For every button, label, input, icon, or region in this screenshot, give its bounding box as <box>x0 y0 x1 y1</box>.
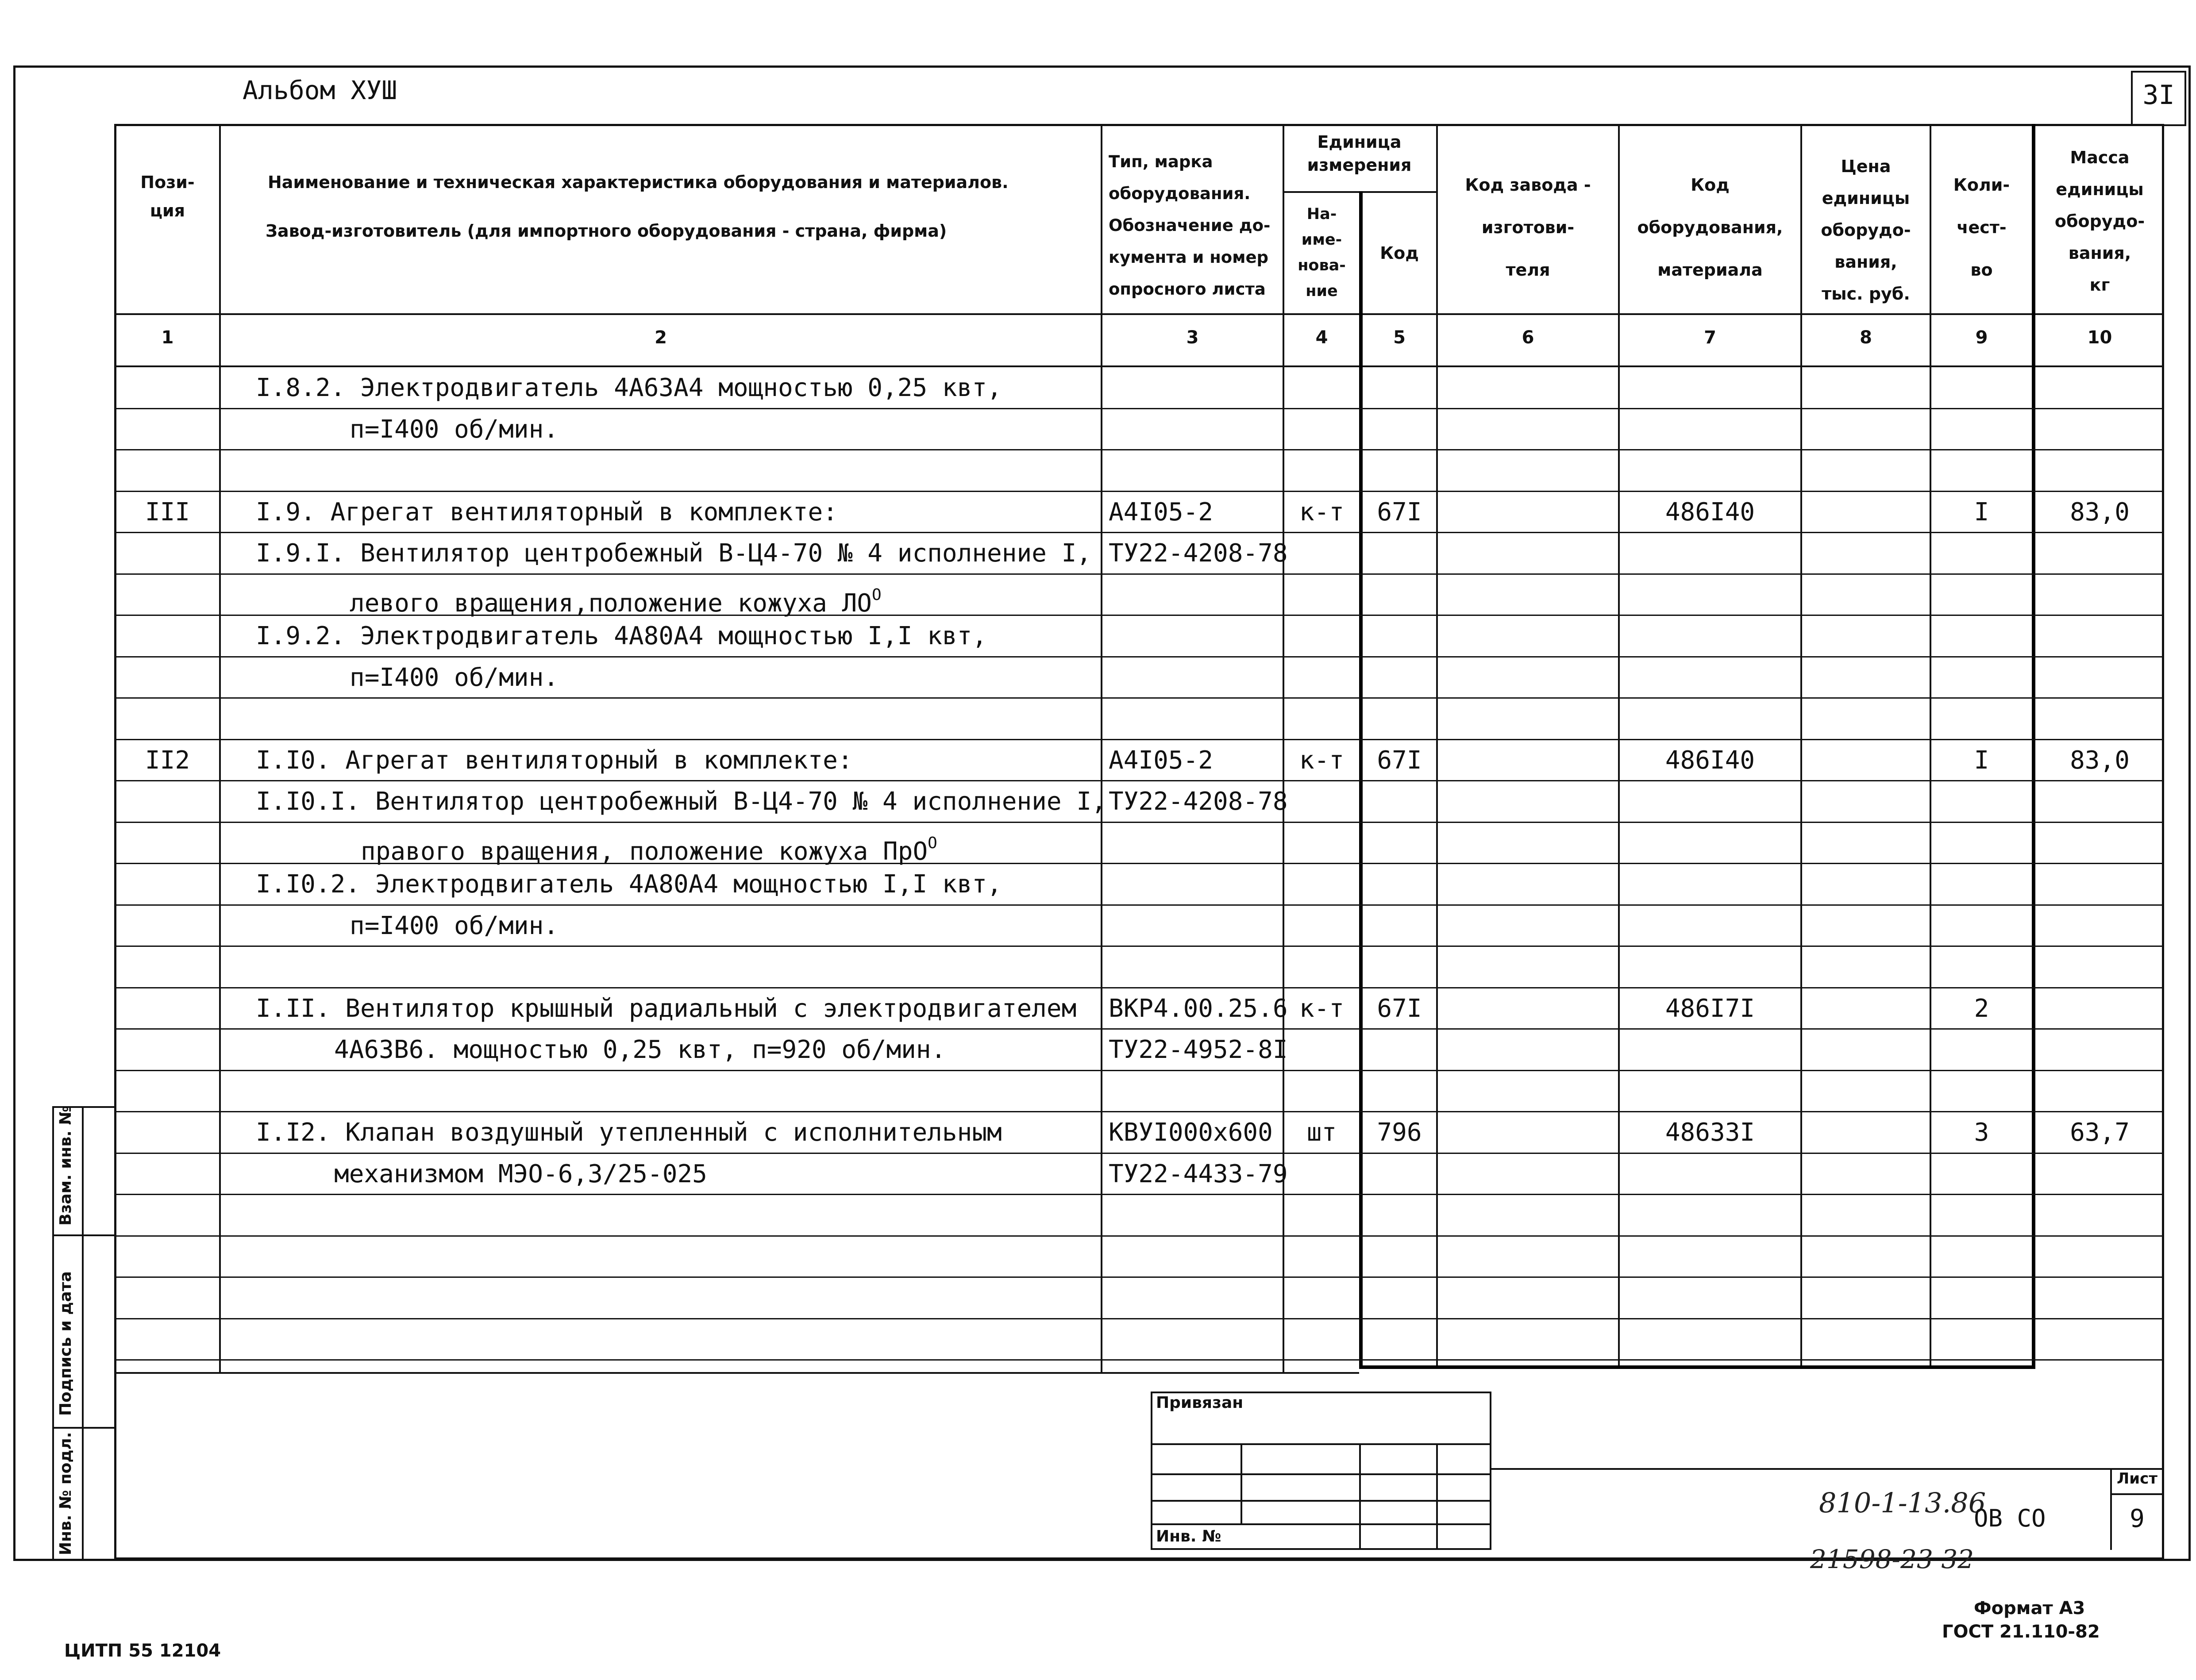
row-name: п=I400 об/мин. <box>350 415 559 444</box>
privyazan-vline-1 <box>1241 1443 1242 1523</box>
doc-block-top <box>1491 1468 2164 1470</box>
row-pos: II2 <box>145 746 190 775</box>
row-separator <box>114 1235 2164 1237</box>
row-name: I.I2. Клапан воздушный утепленный с исполнительным <box>256 1118 1002 1147</box>
privyazan-vline-2 <box>1359 1443 1361 1550</box>
header-pos <box>116 168 219 225</box>
row-name: п=I400 об/мин. <box>350 911 559 940</box>
row-name: п=I400 об/мин. <box>350 663 559 692</box>
row-name: I.I0.2. Электродвигатель 4А80А4 мощностью I,I квт, <box>256 870 1002 899</box>
row-equip-code: 486I40 <box>1665 498 1755 527</box>
row-unit: к-т <box>1299 498 1345 527</box>
degree-superscript: О <box>872 586 882 604</box>
page-corner-number: 3I <box>2142 80 2175 111</box>
sheet-number: 9 <box>2130 1504 2145 1533</box>
row-name: механизмом МЭО-6,3/25-025 <box>334 1160 707 1188</box>
privyazan-vline-3 <box>1436 1443 1438 1550</box>
row-name: левого вращения,положение кожуха $ЛО^О$ <box>350 586 882 618</box>
header-factory-code: Код завода - изготови- теля <box>1465 175 1591 280</box>
row-equip-code: 486I7I <box>1665 994 1755 1023</box>
col-divider-7 <box>1800 124 1802 1368</box>
colnum-5: 5 <box>1393 327 1406 348</box>
doc-code: 810-1-13.86 <box>1819 1487 1986 1519</box>
row-name: I.II. Вентилятор крышный радиальный с электродвигателем <box>256 994 1077 1023</box>
header-type: Тип, марка оборудования. Обозначение до- кумента и номер опросного листа <box>1109 152 1271 299</box>
doc-suffix: ОВ СО <box>1974 1504 2046 1532</box>
privyazan-line-1 <box>1151 1443 1491 1445</box>
row-pos: III <box>145 498 190 527</box>
row-type: А4I05-2 <box>1109 498 1214 527</box>
row-equip-code: 48633I <box>1665 1118 1755 1147</box>
row-qty: I <box>1974 498 1989 527</box>
row-mass: 83,0 <box>2070 498 2130 527</box>
sheet-box-mid <box>2110 1493 2164 1495</box>
colnum-4: 4 <box>1315 327 1328 348</box>
side-label-inv: Инв. № подл. <box>57 1432 75 1555</box>
row-unit-code: 67I <box>1377 994 1422 1023</box>
colnum-3: 3 <box>1186 327 1199 348</box>
row-type: ТУ22-4952-8I <box>1109 1035 1288 1064</box>
row-name: I.9. Агрегат вентиляторный в комплекте: <box>256 498 838 527</box>
col-divider-9 <box>2032 124 2035 1368</box>
row-unit-code: 67I <box>1377 746 1422 775</box>
privyazan-line-2 <box>1151 1473 1491 1475</box>
colnum-1: 1 <box>161 327 174 348</box>
header-equip-code: Код оборудования, материала <box>1637 175 1783 280</box>
privyazan-block <box>1151 1392 1491 1550</box>
row-type: КВУI000х600 <box>1109 1118 1273 1147</box>
row-separator <box>114 1318 2164 1319</box>
row-unit-code: 796 <box>1377 1118 1422 1147</box>
colnum-10: 10 <box>2087 327 2112 348</box>
row-equip-code: 486I40 <box>1665 746 1755 775</box>
sheet-label: Лист <box>2117 1470 2157 1488</box>
format-label: Формат А3 <box>1974 1598 2085 1618</box>
privyazan-line-4 <box>1151 1523 1491 1525</box>
row-qty: 2 <box>1974 994 1989 1023</box>
row-name: I.8.2. Электродвигатель 4А63А4 мощностью 0,25 квт, <box>256 373 1002 402</box>
row-name: I.I0.I. Вентилятор центробежный В-Ц4-70 № 4 исполнение I, <box>256 787 1106 816</box>
side-label-podpis: Подпись и дата <box>57 1271 75 1416</box>
row-unit-code: 67I <box>1377 498 1422 527</box>
col-divider-1 <box>219 124 221 1374</box>
header-unit-code: Код <box>1380 243 1419 263</box>
row-unit: к-т <box>1299 746 1345 775</box>
row-name: I.I0. Агрегат вентиляторный в комплекте: <box>256 746 853 775</box>
header-unit-group: Единица измерения <box>1307 132 1412 175</box>
table-body-bottom <box>114 1372 1359 1374</box>
header-pos-text: Пози- ция <box>140 173 195 220</box>
album-title: Альбом ХУШ <box>243 75 397 105</box>
row-type: ТУ22-4208-78 <box>1109 787 1288 816</box>
col-divider-5 <box>1436 124 1438 1368</box>
row-mass: 63,7 <box>2070 1118 2130 1147</box>
colnum-6: 6 <box>1522 327 1534 348</box>
header-price: Цена единицы оборудо- вания, тыс. руб. <box>1821 157 1911 304</box>
colnum-7: 7 <box>1704 327 1716 348</box>
grid-bottom-line <box>1359 1365 2035 1369</box>
col-divider-2 <box>1101 124 1102 1374</box>
degree-superscript: О <box>928 834 937 852</box>
header-mass: Масса единицы оборудо- вания, кг <box>2054 148 2145 295</box>
row-separator <box>114 1276 2164 1278</box>
row-qty: I <box>1974 746 1989 775</box>
side-strip-left <box>52 1106 54 1560</box>
col-divider-4 <box>1359 191 1363 1368</box>
header-bottom-line <box>114 313 2164 315</box>
row-type: ТУ22-4433-79 <box>1109 1160 1288 1188</box>
privyazan-label: Привязан <box>1156 1394 1244 1412</box>
header-name-line2: Завод-изготовитель (для импортного оборудования - страна, фирма) <box>266 221 947 241</box>
row-name: I.9.2. Электродвигатель 4А80А4 мощностью I,I квт, <box>256 622 987 650</box>
row-separator <box>114 1359 2164 1361</box>
row-name: правого вращения, положение кожуха ПрО$^О$ <box>361 834 937 866</box>
row-name: 4А63В6. мощностью 0,25 квт, п=920 об/мин. <box>334 1035 946 1064</box>
handwritten-number: 21598-23 32 <box>1810 1544 1974 1574</box>
header-qty: Коли- чест- во <box>1953 175 2010 280</box>
row-unit: шт <box>1306 1118 1337 1147</box>
row-name: I.9.I. Вентилятор центробежный В-Ц4-70 № 4 исполнение I, <box>256 539 1092 568</box>
side-label-vzam: Взам. инв. № <box>57 1106 75 1226</box>
side-strip-mid <box>82 1106 84 1560</box>
colnum-9: 9 <box>1975 327 1988 348</box>
colnum-2: 2 <box>655 327 667 348</box>
citp-label: ЦИТП 55 12104 <box>64 1641 221 1661</box>
header-unit-name: На- име- нова- ние <box>1298 205 1346 300</box>
privyazan-line-3 <box>1151 1500 1491 1502</box>
colnum-8: 8 <box>1860 327 1872 348</box>
row-type: ТУ22-4208-78 <box>1109 539 1288 568</box>
row-type: ВКР4.00.25.6 <box>1109 994 1288 1023</box>
row-type: А4I05-2 <box>1109 746 1214 775</box>
gost-label: ГОСТ 21.110-82 <box>1942 1622 2100 1642</box>
row-unit: к-т <box>1299 994 1345 1023</box>
header-name-line1: Наименование и техническая характеристика оборудования и материалов. <box>268 173 1009 192</box>
row-mass: 83,0 <box>2070 746 2130 775</box>
row-qty: 3 <box>1974 1118 1989 1147</box>
inv-no-label: Инв. № <box>1156 1527 1221 1545</box>
